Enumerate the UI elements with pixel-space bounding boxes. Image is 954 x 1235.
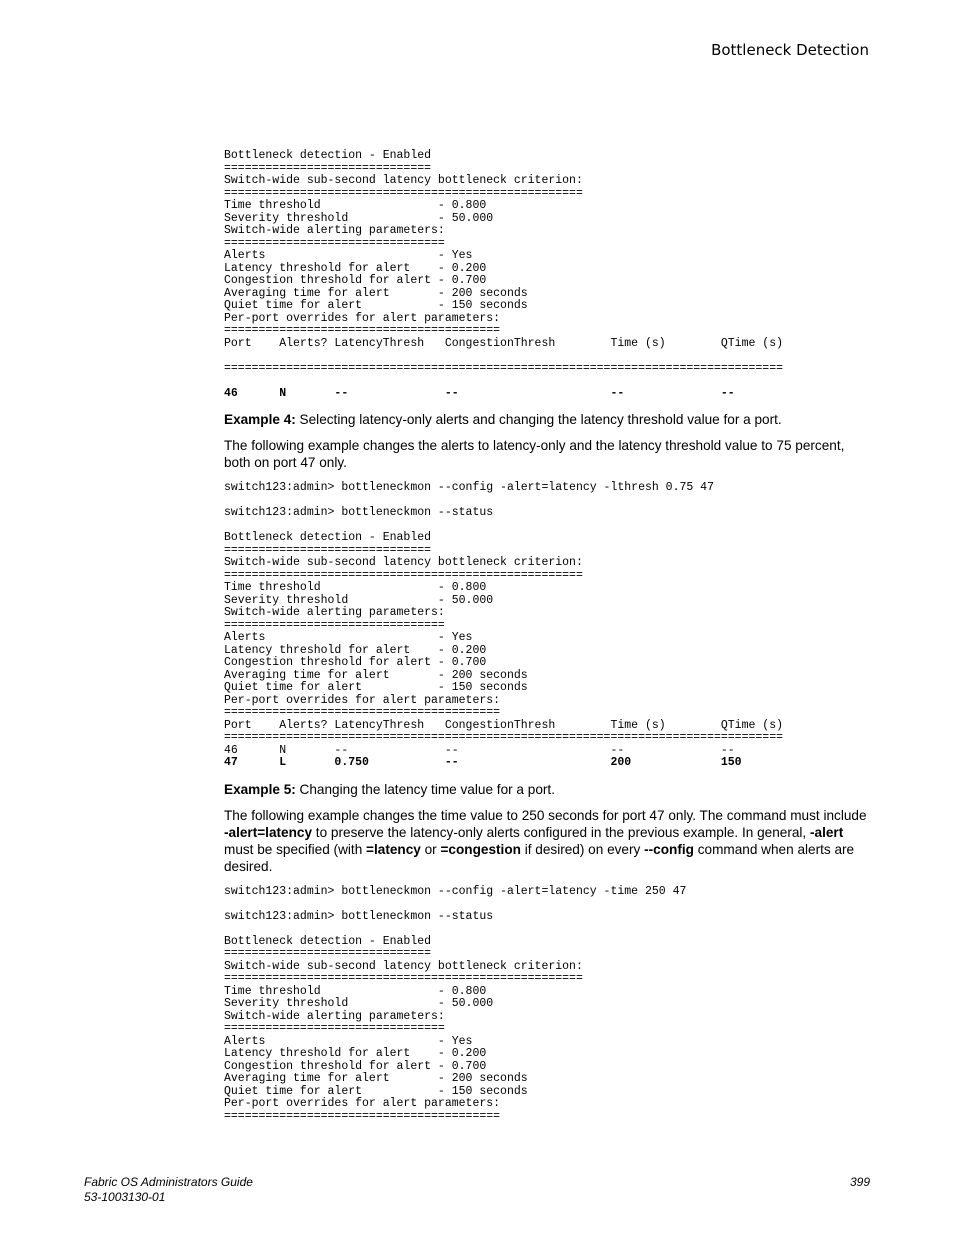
blank-line	[224, 375, 872, 388]
example-5-commands	[224, 886, 872, 1124]
config-command: switch123:admin> bottleneckmon --config -alert=latency -lthresh 0.75 47	[224, 481, 714, 494]
cli-output-block-1	[224, 150, 872, 400]
status-command: switch123:admin> bottleneckmon --status	[224, 506, 494, 519]
example-4-caption	[224, 411, 872, 428]
latency-value: =latency	[366, 841, 421, 857]
desc-text: The following example changes the time value to 250 seconds for port 47 only. The command must include	[224, 807, 867, 823]
doc-number: 53-1003130-01	[84, 1190, 166, 1204]
example-4-commands	[224, 482, 872, 770]
desc-text: must be specified (with	[224, 841, 367, 857]
alert-option: -alert	[810, 824, 844, 840]
desc-text: command when alerts are desired.	[224, 841, 855, 874]
cli-output-lines: Bottleneck detection - Enabled ============================== Switch-wide sub-second latency bottleneck criterion: ==================================================== Time threshold - 0.800 Severity threshold - 50.000 Switch-wide alerting parameters: ================================ Alerts - Yes Latency threshold for alert - 0.200 Congestion threshold for alert - 0.700 Averaging time for alert - 200 seconds Quiet time for alert - 150 seconds Per-port overrides for alert parameters: ========================================	[224, 934, 583, 1123]
config-command: switch123:admin> bottleneckmon --config -alert=latency -time 250 47	[224, 884, 687, 898]
desc-text: or	[420, 841, 441, 857]
example-5-text: Changing the latency time value for a port.	[295, 781, 555, 797]
example-5-description	[224, 807, 872, 875]
port-46-row: 46 N -- -- -- --	[224, 386, 735, 400]
page-content	[224, 150, 872, 1123]
cli-output-lines: Bottleneck detection - Enabled ============================== Switch-wide sub-second latency bottleneck criterion: ==================================================== Time threshold - 0.800 Severity threshold - 50.000 Switch-wide alerting parameters: ================================ Alerts - Yes Latency threshold for alert - 0.200 Congestion threshold for alert - 0.700 Averaging time for alert - 200 seconds Quiet time for alert - 150 seconds Per-port overrides for alert parameters: ======================================== Port Alerts? LatencyThresh CongestionThresh Time (s) QTime (s) ================================================================================= 46 N -- -- -- --	[224, 531, 783, 757]
example-5-caption	[224, 781, 872, 798]
example-4-text: Selecting latency-only alerts and changing the latency threshold value for a port.	[295, 412, 782, 427]
running-header: Bottleneck Detection	[711, 41, 869, 59]
guide-title: Fabric OS Administrators Guide	[84, 1175, 253, 1189]
port-47-row: 47 L 0.750 -- 200 150	[224, 756, 742, 769]
status-command: switch123:admin> bottleneckmon --status	[224, 909, 494, 923]
congestion-value: =congestion	[440, 841, 521, 857]
desc-text: if desired) on every	[520, 841, 645, 857]
desc-text: to preserve the latency-only alerts configured in the previous example. In general,	[312, 824, 810, 840]
example-5-label: Example 5:	[224, 781, 296, 797]
page-number: 399	[849, 1175, 870, 1189]
config-option: --config	[644, 841, 694, 857]
alert-latency-option: -alert=latency	[224, 824, 313, 840]
footer-left	[84, 1175, 253, 1205]
example-4-label: Example 4:	[224, 412, 296, 427]
cli-output-lines: Bottleneck detection - Enabled ============================== Switch-wide sub-second latency bottleneck criterion: ==================================================== Time threshold - 0.800 Severity threshold - 50.000 Switch-wide alerting parameters: ================================ Alerts - Yes Latency threshold for alert - 0.200 Congestion threshold for alert - 0.700 Averaging time for alert - 200 seconds Quiet time for alert - 150 seconds Per-port overrides for alert parameters: ======================================== Port Alerts? LatencyThresh CongestionThresh Time (s) QTime (s)	[224, 149, 783, 350]
example-4-description: The following example changes the alerts to latency-only and the latency threshold value to 75 percent, both on port 47 only.	[224, 438, 845, 470]
table-separator: =================================================================================	[224, 361, 783, 375]
